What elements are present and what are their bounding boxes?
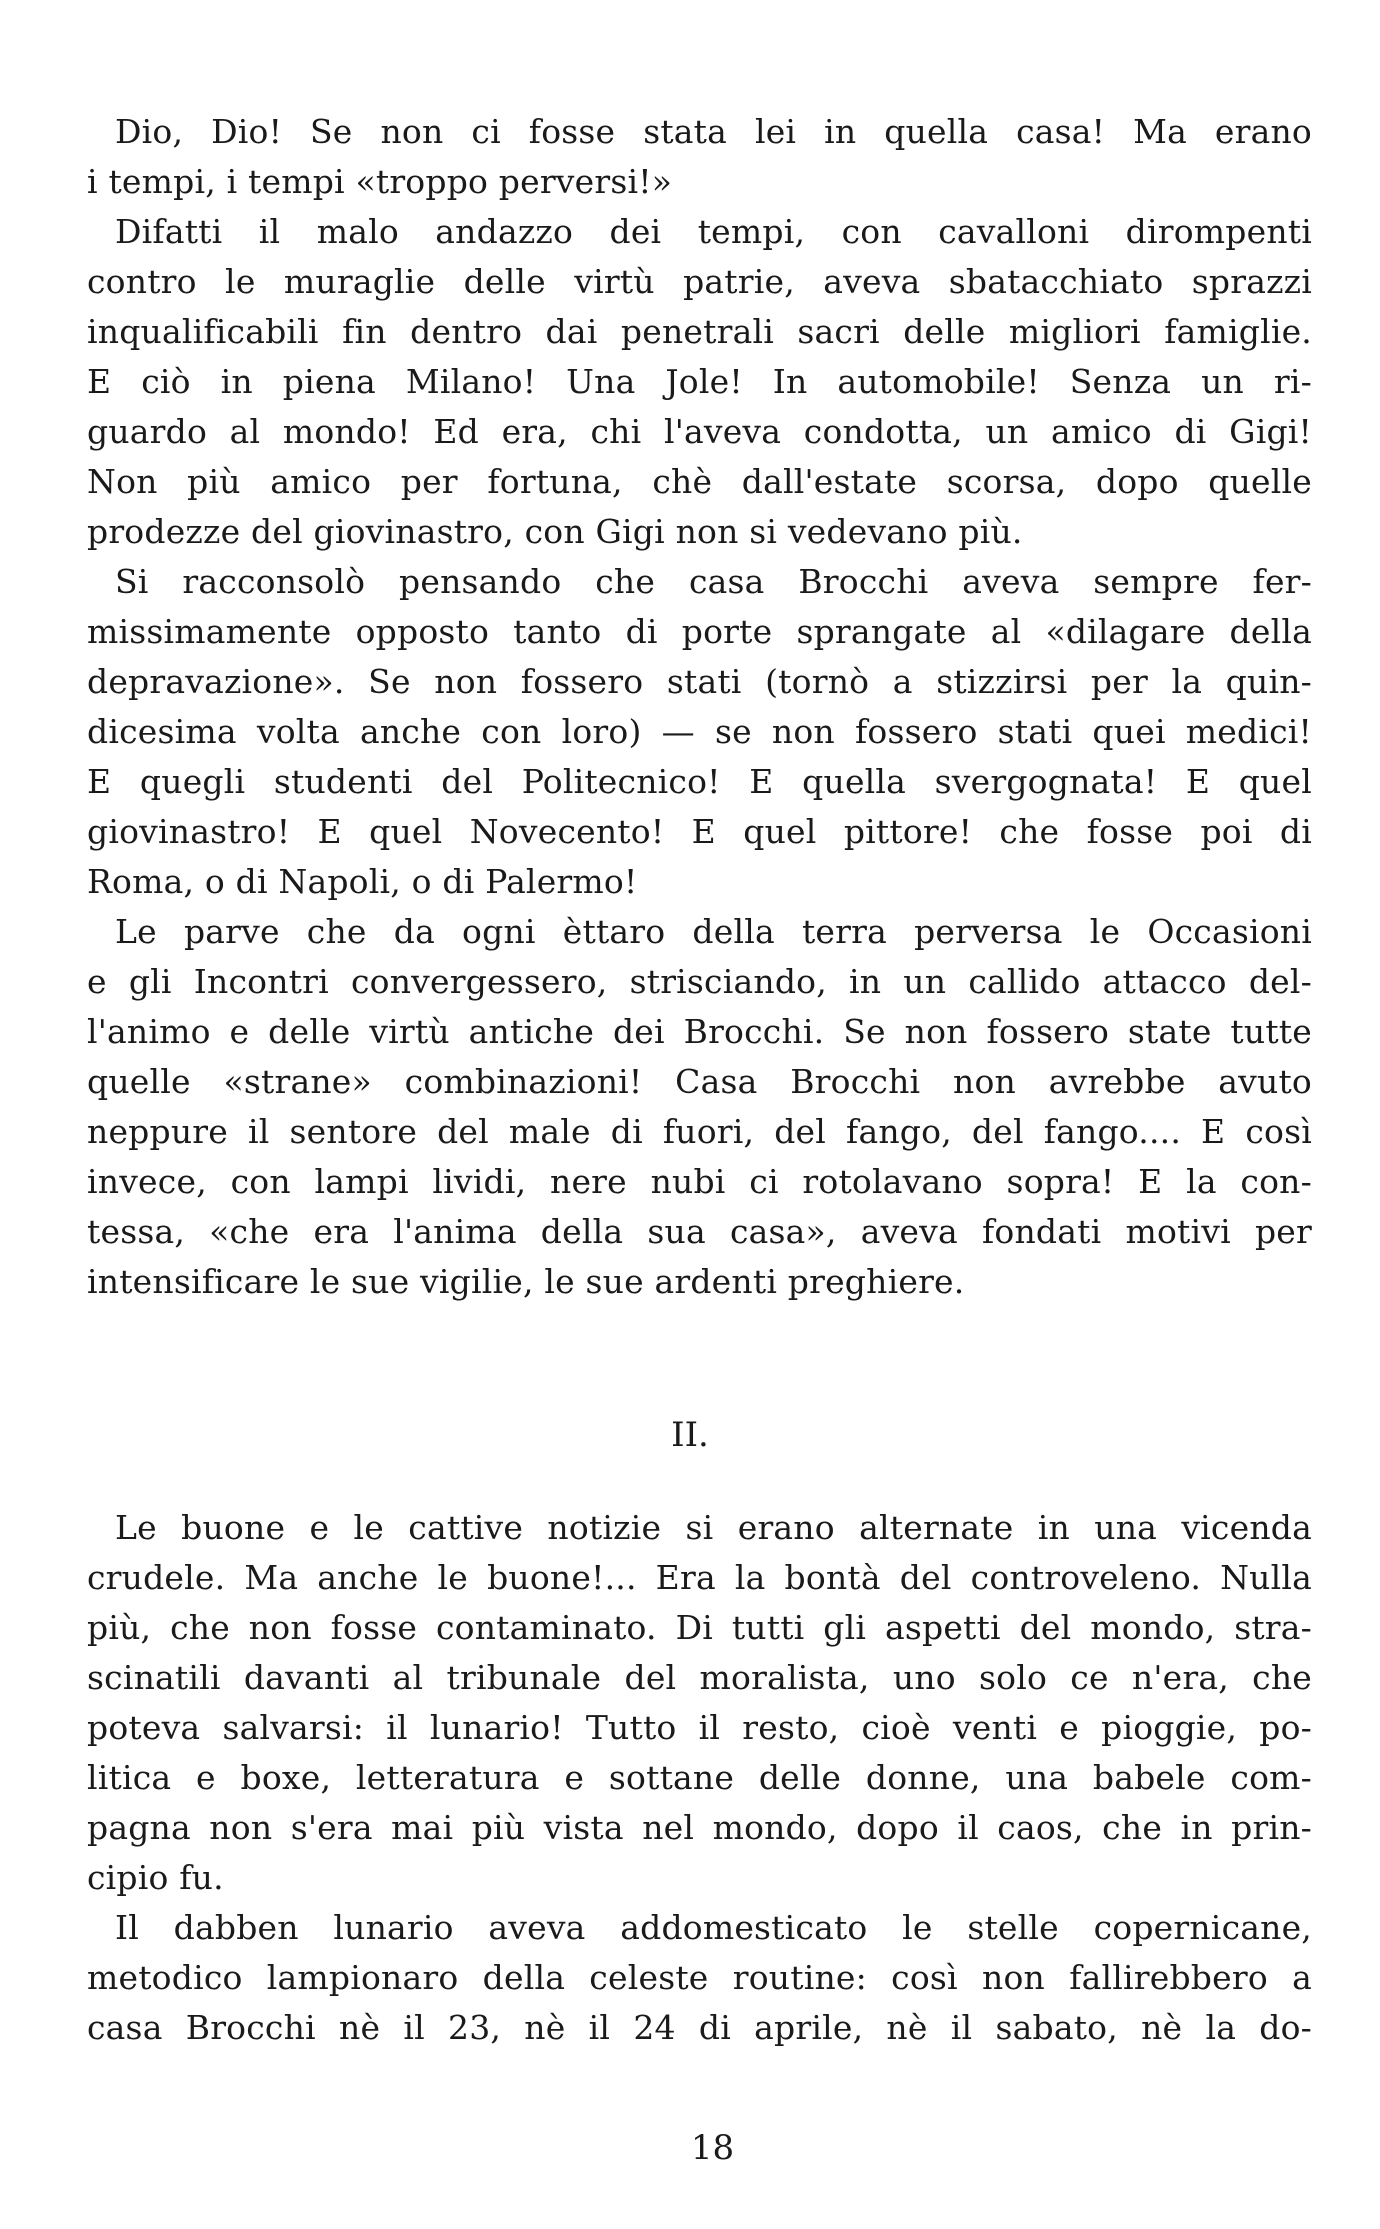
- paragraph-line: Si racconsolò pensando che casa Brocchi aveva sempre fer-: [115, 562, 1312, 601]
- paragraph-line: Le parve che da ogni èttaro della terra perversa le Occasioni: [115, 912, 1312, 951]
- paragraph-line: missimamente opposto tanto di porte sprangate al «dilagare della: [87, 612, 1312, 651]
- page-number: 18: [690, 2128, 735, 2168]
- paragraph-line: neppure il sentore del male di fuori, del fango, del fango.... E così: [87, 1112, 1312, 1151]
- paragraph-line: contro le muraglie delle virtù patrie, aveva sbatacchiato sprazzi: [87, 262, 1312, 301]
- paragraph-line: scinatili davanti al tribunale del moralista, uno solo ce n'era, che: [87, 1658, 1312, 1697]
- chapter-heading: II.: [671, 1415, 709, 1455]
- paragraph-line: litica e boxe, letteratura e sottane delle donne, una babele com-: [87, 1758, 1312, 1797]
- paragraph-line: E ciò in piena Milano! Una Jole! In automobile! Senza un ri-: [87, 362, 1312, 401]
- paragraph-line: E quegli studenti del Politecnico! E quella svergognata! E quel: [87, 762, 1312, 801]
- paragraph-line: prodezze del giovinastro, con Gigi non si vedevano più.: [87, 512, 1023, 551]
- paragraph-line: poteva salvarsi: il lunario! Tutto il resto, cioè venti e pioggie, po-: [87, 1708, 1312, 1747]
- paragraph-line: Difatti il malo andazzo dei tempi, con cavalloni dirompenti: [115, 212, 1312, 251]
- paragraph-line: quelle «strane» combinazioni! Casa Brocchi non avrebbe avuto: [87, 1062, 1312, 1101]
- paragraph-line: guardo al mondo! Ed era, chi l'aveva condotta, un amico di Gigi!: [87, 412, 1312, 451]
- paragraph-line: più, che non fosse contaminato. Di tutti gli aspetti del mondo, stra-: [87, 1608, 1312, 1647]
- paragraph-line: depravazione». Se non fossero stati (tornò a stizzirsi per la quin-: [87, 662, 1312, 701]
- paragraph-line: i tempi, i tempi «troppo perversi!»: [87, 162, 673, 201]
- paragraph-line: Il dabben lunario aveva addomesticato le stelle copernicane,: [115, 1908, 1312, 1947]
- paragraph-line: metodico lampionaro della celeste routine: così non fallirebbero a: [87, 1958, 1312, 1997]
- paragraph-line: Non più amico per fortuna, chè dall'estate scorsa, dopo quelle: [87, 462, 1312, 501]
- paragraph-line: tessa, «che era l'anima della sua casa», aveva fondati motivi per: [87, 1212, 1312, 1251]
- paragraph-line: invece, con lampi lividi, nere nubi ci rotolavano sopra! E la con-: [87, 1162, 1312, 1201]
- paragraph-line: intensificare le sue vigilie, le sue ardenti preghiere.: [87, 1262, 965, 1301]
- paragraph-line: cipio fu.: [87, 1858, 224, 1897]
- paragraph-line: e gli Incontri convergessero, strisciando, in un callido attacco del-: [87, 962, 1312, 1001]
- paragraph-line: giovinastro! E quel Novecento! E quel pittore! che fosse poi di: [87, 812, 1312, 851]
- paragraph-line: inqualificabili fin dentro dai penetrali sacri delle migliori famiglie.: [87, 312, 1312, 351]
- paragraph-line: Dio, Dio! Se non ci fosse stata lei in quella casa! Ma erano: [115, 112, 1312, 151]
- paragraph-line: l'animo e delle virtù antiche dei Brocchi. Se non fossero state tutte: [87, 1012, 1312, 1051]
- paragraph-line: dicesima volta anche con loro) — se non fossero stati quei medici!: [87, 712, 1312, 751]
- paragraph-line: crudele. Ma anche le buone!... Era la bontà del controveleno. Nulla: [87, 1558, 1312, 1597]
- paragraph-line: Roma, o di Napoli, o di Palermo!: [87, 862, 638, 901]
- paragraph-line: Le buone e le cattive notizie si erano alternate in una vicenda: [115, 1508, 1312, 1547]
- paragraph-line: pagna non s'era mai più vista nel mondo, dopo il caos, che in prin-: [87, 1808, 1312, 1847]
- paragraph-line: casa Brocchi nè il 23, nè il 24 di aprile, nè il sabato, nè la do-: [87, 2008, 1312, 2047]
